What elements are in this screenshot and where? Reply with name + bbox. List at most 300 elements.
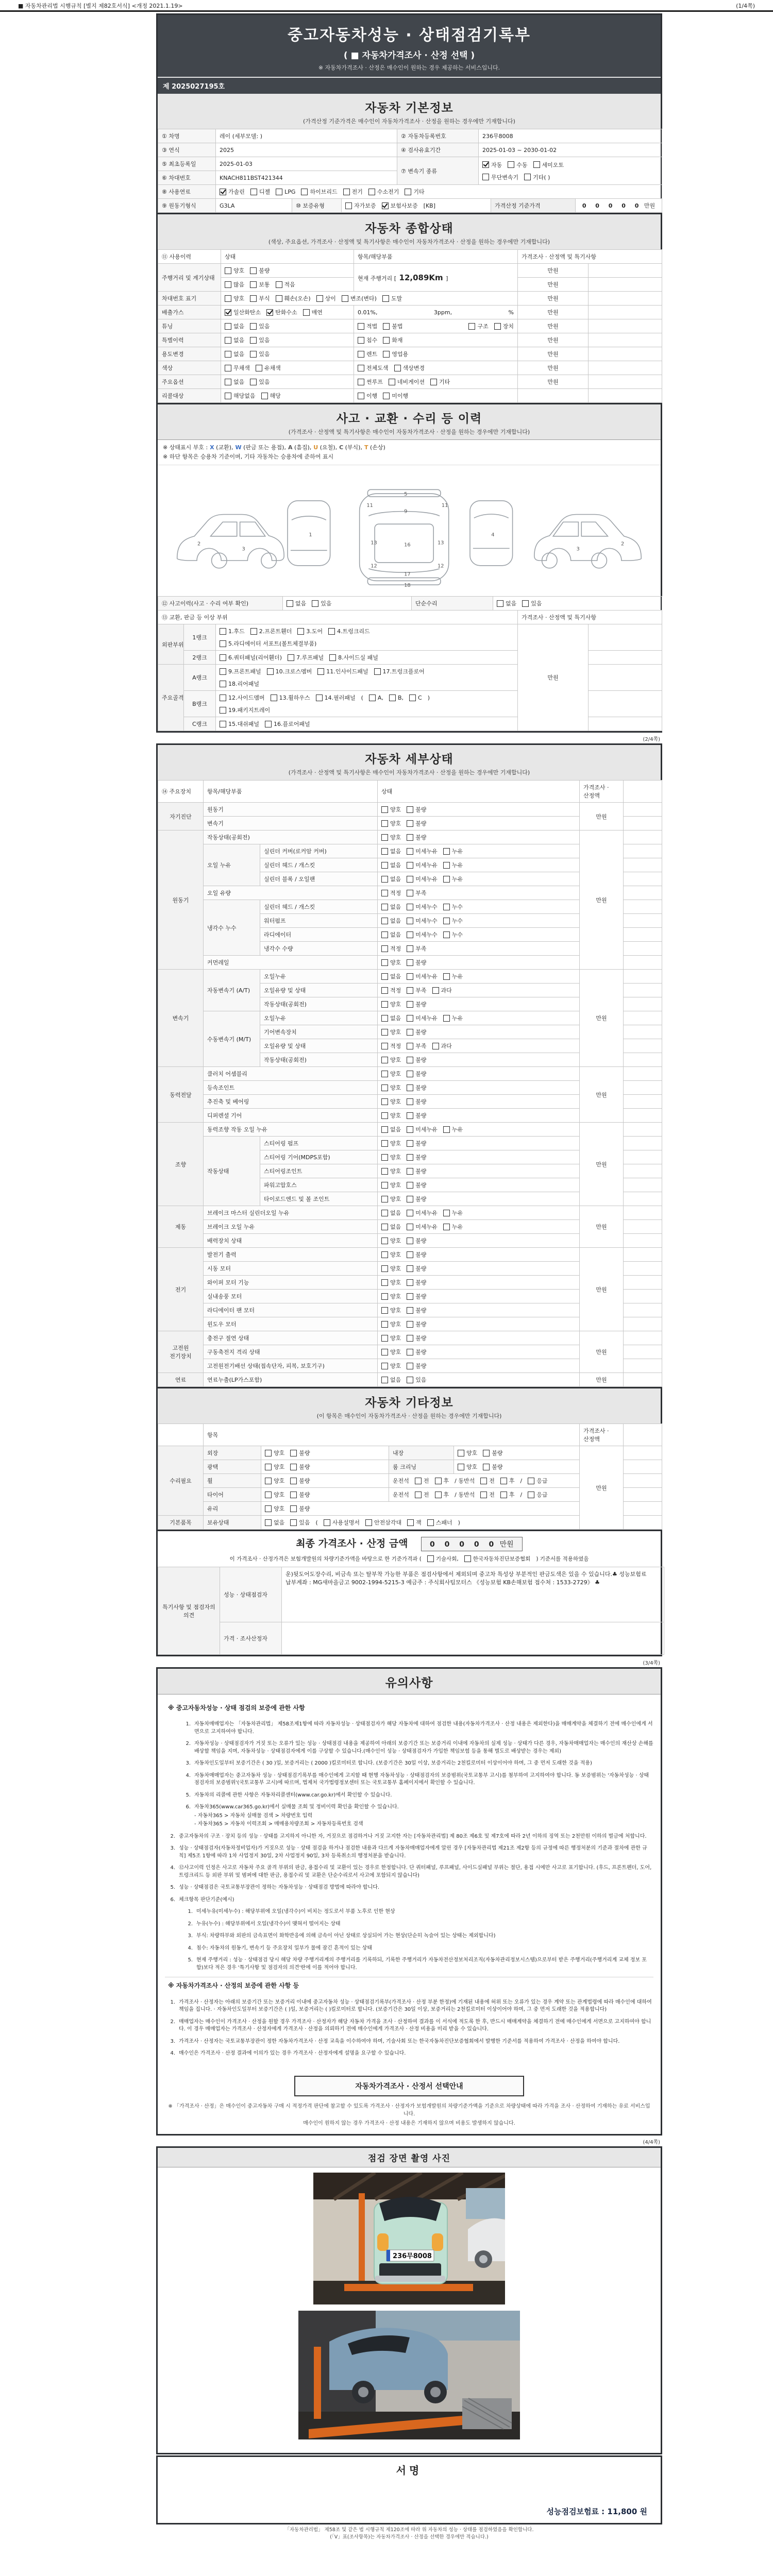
checkbox-icon[interactable] xyxy=(427,1519,434,1526)
checkbox-option[interactable] xyxy=(345,201,376,210)
checkbox-icon[interactable] xyxy=(220,628,226,635)
checkbox-option[interactable] xyxy=(267,667,312,675)
checkbox-option[interactable] xyxy=(443,875,463,883)
checkbox-option[interactable] xyxy=(250,336,270,344)
checkbox-icon[interactable] xyxy=(225,351,231,358)
checkbox-icon[interactable] xyxy=(225,323,231,330)
checkbox-option[interactable] xyxy=(225,378,244,386)
checkbox-icon[interactable] xyxy=(381,1084,388,1091)
checkbox-icon[interactable] xyxy=(381,1196,388,1202)
checkbox-option[interactable] xyxy=(381,1264,401,1273)
checkbox-option[interactable] xyxy=(316,693,356,702)
checkbox-option[interactable] xyxy=(381,1250,401,1259)
checkbox-option[interactable] xyxy=(220,653,282,662)
checkbox-option[interactable] xyxy=(407,930,438,939)
checkbox-icon[interactable] xyxy=(407,1015,413,1022)
checkbox-option[interactable] xyxy=(405,188,424,196)
checkbox-option[interactable] xyxy=(324,1518,360,1527)
checkbox-option[interactable] xyxy=(250,294,270,302)
checkbox-icon[interactable] xyxy=(407,1084,413,1091)
checkbox-icon[interactable] xyxy=(480,1492,487,1498)
checkbox-option[interactable] xyxy=(381,1070,401,1078)
checkbox-icon[interactable] xyxy=(250,337,257,344)
checkbox-option[interactable] xyxy=(443,1125,463,1133)
checkbox-icon[interactable] xyxy=(381,834,388,841)
checkbox-icon[interactable] xyxy=(443,931,450,938)
checkbox-option[interactable] xyxy=(443,972,463,980)
checkbox-option[interactable] xyxy=(381,1014,401,1022)
checkbox-option[interactable] xyxy=(464,1555,531,1563)
checkbox-icon[interactable] xyxy=(407,1029,413,1036)
checkbox-option[interactable] xyxy=(381,1209,401,1217)
checkbox-icon[interactable] xyxy=(381,1307,388,1314)
checkbox-icon[interactable] xyxy=(381,1238,388,1244)
checkbox-option[interactable] xyxy=(290,1504,310,1513)
checkbox-icon[interactable] xyxy=(220,707,226,714)
checkbox-icon[interactable] xyxy=(381,1154,388,1161)
checkbox-icon[interactable] xyxy=(383,323,390,330)
checkbox-icon[interactable] xyxy=(369,694,376,701)
checkbox-icon[interactable] xyxy=(389,694,396,701)
checkbox-option[interactable] xyxy=(358,336,377,344)
checkbox-option[interactable] xyxy=(381,1334,401,1342)
checkbox-option[interactable] xyxy=(415,1490,429,1499)
checkbox-icon[interactable] xyxy=(407,834,413,841)
checkbox-option[interactable] xyxy=(381,1028,401,1036)
checkbox-icon[interactable] xyxy=(407,1098,413,1105)
checkbox-option[interactable] xyxy=(483,1449,502,1457)
checkbox-option[interactable] xyxy=(358,322,377,330)
checkbox-option[interactable] xyxy=(220,680,259,688)
checkbox-option[interactable] xyxy=(443,1014,463,1022)
checkbox-icon[interactable] xyxy=(394,365,401,371)
checkbox-option[interactable] xyxy=(497,599,516,607)
checkbox-icon[interactable] xyxy=(265,1478,272,1484)
checkbox-icon[interactable] xyxy=(261,393,268,399)
checkbox-option[interactable] xyxy=(407,889,426,897)
checkbox-option[interactable] xyxy=(407,805,426,814)
checkbox-option[interactable] xyxy=(443,1209,463,1217)
checkbox-icon[interactable] xyxy=(290,1492,297,1498)
checkbox-option[interactable] xyxy=(225,266,244,275)
checkbox-icon[interactable] xyxy=(407,1293,413,1300)
checkbox-icon[interactable] xyxy=(250,628,257,635)
checkbox-icon[interactable] xyxy=(374,668,381,675)
checkbox-option[interactable] xyxy=(407,1292,426,1300)
checkbox-icon[interactable] xyxy=(381,1349,388,1355)
checkbox-icon[interactable] xyxy=(381,1335,388,1342)
checkbox-option[interactable] xyxy=(225,392,256,400)
checkbox-icon[interactable] xyxy=(290,1450,297,1456)
checkbox-option[interactable] xyxy=(225,308,261,316)
checkbox-option[interactable] xyxy=(407,1181,426,1189)
checkbox-option[interactable] xyxy=(381,1348,401,1356)
checkbox-option[interactable] xyxy=(407,861,438,869)
checkbox-icon[interactable] xyxy=(368,189,375,195)
checkbox-icon[interactable] xyxy=(381,1098,388,1105)
checkbox-icon[interactable] xyxy=(405,189,411,195)
checkbox-icon[interactable] xyxy=(430,379,437,385)
checkbox-icon[interactable] xyxy=(407,1377,413,1383)
checkbox-icon[interactable] xyxy=(265,1464,272,1470)
checkbox-icon[interactable] xyxy=(381,862,388,869)
checkbox-icon[interactable] xyxy=(508,161,514,168)
checkbox-icon[interactable] xyxy=(256,365,262,371)
checkbox-option[interactable] xyxy=(407,1236,426,1245)
checkbox-option[interactable] xyxy=(382,201,418,210)
checkbox-icon[interactable] xyxy=(458,1464,464,1470)
checkbox-icon[interactable] xyxy=(381,876,388,883)
checkbox-option[interactable] xyxy=(250,188,270,196)
checkbox-option[interactable] xyxy=(407,1070,426,1078)
checkbox-icon[interactable] xyxy=(381,1279,388,1286)
checkbox-icon[interactable] xyxy=(407,945,413,952)
checkbox-option[interactable] xyxy=(312,599,331,607)
checkbox-icon[interactable] xyxy=(427,1555,434,1562)
checkbox-icon[interactable] xyxy=(443,1126,450,1133)
checkbox-icon[interactable] xyxy=(381,945,388,952)
checkbox-option[interactable] xyxy=(389,378,425,386)
checkbox-icon[interactable] xyxy=(432,987,439,994)
checkbox-icon[interactable] xyxy=(407,1043,413,1049)
checkbox-icon[interactable] xyxy=(220,721,226,727)
checkbox-option[interactable] xyxy=(288,653,324,662)
checkbox-option[interactable] xyxy=(407,944,426,953)
checkbox-option[interactable] xyxy=(220,667,261,675)
checkbox-option[interactable] xyxy=(407,986,426,994)
checkbox-option[interactable] xyxy=(381,1292,401,1300)
checkbox-checked-icon[interactable] xyxy=(482,161,489,168)
checkbox-icon[interactable] xyxy=(358,323,364,330)
checkbox-option[interactable] xyxy=(407,1056,426,1064)
checkbox-icon[interactable] xyxy=(381,904,388,910)
checkbox-option[interactable] xyxy=(250,266,270,275)
checkbox-option[interactable] xyxy=(443,930,463,939)
checkbox-option[interactable] xyxy=(381,1056,401,1064)
checkbox-option[interactable] xyxy=(265,720,310,728)
checkbox-option[interactable] xyxy=(483,1463,502,1471)
checkbox-option[interactable] xyxy=(381,917,401,925)
checkbox-option[interactable] xyxy=(381,944,401,953)
checkbox-option[interactable] xyxy=(265,1477,284,1485)
checkbox-icon[interactable] xyxy=(522,600,529,607)
checkbox-option[interactable] xyxy=(383,392,408,400)
checkbox-icon[interactable] xyxy=(290,1519,297,1526)
checkbox-icon[interactable] xyxy=(290,1478,297,1484)
checkbox-icon[interactable] xyxy=(407,904,413,910)
checkbox-icon[interactable] xyxy=(287,600,293,607)
checkbox-option[interactable] xyxy=(358,392,377,400)
checkbox-option[interactable] xyxy=(407,1362,426,1370)
checkbox-option[interactable] xyxy=(317,667,368,675)
checkbox-option[interactable] xyxy=(365,1518,401,1527)
checkbox-icon[interactable] xyxy=(290,1505,297,1512)
checkbox-icon[interactable] xyxy=(312,600,318,607)
checkbox-option[interactable] xyxy=(407,1153,426,1161)
checkbox-icon[interactable] xyxy=(407,890,413,896)
checkbox-option[interactable] xyxy=(329,653,378,662)
checkbox-icon[interactable] xyxy=(407,1182,413,1189)
checkbox-option[interactable] xyxy=(407,972,438,980)
checkbox-option[interactable] xyxy=(389,694,404,701)
checkbox-option[interactable] xyxy=(381,1195,401,1203)
checkbox-option[interactable] xyxy=(225,294,244,302)
checkbox-icon[interactable] xyxy=(271,694,277,701)
checkbox-icon[interactable] xyxy=(500,1478,507,1484)
checkbox-option[interactable] xyxy=(265,1504,284,1513)
checkbox-checked-icon[interactable] xyxy=(382,202,389,209)
checkbox-option[interactable] xyxy=(381,986,401,994)
checkbox-option[interactable] xyxy=(381,958,401,967)
checkbox-option[interactable] xyxy=(358,378,383,386)
checkbox-icon[interactable] xyxy=(381,1071,388,1077)
checkbox-option[interactable] xyxy=(381,1167,401,1175)
checkbox-icon[interactable] xyxy=(381,1224,388,1230)
checkbox-option[interactable] xyxy=(407,1014,438,1022)
checkbox-icon[interactable] xyxy=(342,295,348,302)
checkbox-option[interactable] xyxy=(290,1490,310,1499)
checkbox-icon[interactable] xyxy=(317,668,324,675)
checkbox-option[interactable] xyxy=(381,903,401,911)
checkbox-icon[interactable] xyxy=(225,379,231,385)
checkbox-option[interactable] xyxy=(301,188,337,196)
checkbox-option[interactable] xyxy=(220,693,265,702)
checkbox-icon[interactable] xyxy=(276,281,282,288)
checkbox-icon[interactable] xyxy=(407,1335,413,1342)
checkbox-option[interactable] xyxy=(407,1209,438,1217)
checkbox-icon[interactable] xyxy=(220,640,226,647)
checkbox-option[interactable] xyxy=(407,1348,426,1356)
checkbox-option[interactable] xyxy=(427,1518,452,1527)
checkbox-icon[interactable] xyxy=(250,351,257,358)
checkbox-option[interactable] xyxy=(381,1111,401,1120)
checkbox-option[interactable] xyxy=(381,1153,401,1161)
checkbox-option[interactable] xyxy=(407,847,438,855)
checkbox-icon[interactable] xyxy=(443,1210,450,1216)
checkbox-icon[interactable] xyxy=(250,267,257,274)
checkbox-option[interactable] xyxy=(368,188,399,196)
checkbox-icon[interactable] xyxy=(407,1349,413,1355)
checkbox-option[interactable] xyxy=(220,627,245,635)
checkbox-icon[interactable] xyxy=(225,267,231,274)
checkbox-option[interactable] xyxy=(407,1223,438,1231)
checkbox-option[interactable] xyxy=(220,720,259,728)
checkbox-option[interactable] xyxy=(383,350,408,358)
checkbox-option[interactable] xyxy=(220,188,245,196)
checkbox-option[interactable] xyxy=(265,1449,284,1457)
checkbox-icon[interactable] xyxy=(435,1478,442,1484)
checkbox-icon[interactable] xyxy=(381,1265,388,1272)
checkbox-icon[interactable] xyxy=(407,918,413,924)
checkbox-icon[interactable] xyxy=(381,890,388,896)
checkbox-option[interactable] xyxy=(407,1518,422,1527)
checkbox-option[interactable] xyxy=(381,861,401,869)
checkbox-icon[interactable] xyxy=(524,174,531,180)
checkbox-icon[interactable] xyxy=(301,189,308,195)
checkbox-icon[interactable] xyxy=(358,351,364,358)
checkbox-option[interactable] xyxy=(297,627,323,635)
checkbox-icon[interactable] xyxy=(497,600,503,607)
checkbox-option[interactable] xyxy=(261,392,281,400)
checkbox-icon[interactable] xyxy=(381,1140,388,1147)
checkbox-icon[interactable] xyxy=(407,1307,413,1314)
checkbox-icon[interactable] xyxy=(267,668,274,675)
checkbox-option[interactable] xyxy=(432,986,452,994)
checkbox-option[interactable] xyxy=(407,1139,426,1147)
checkbox-option[interactable] xyxy=(432,1042,452,1050)
checkbox-option[interactable] xyxy=(381,1181,401,1189)
checkbox-option[interactable] xyxy=(287,599,306,607)
checkbox-icon[interactable] xyxy=(407,1321,413,1328)
checkbox-icon[interactable] xyxy=(407,1196,413,1202)
checkbox-icon[interactable] xyxy=(407,1251,413,1258)
checkbox-option[interactable] xyxy=(381,1083,401,1092)
checkbox-icon[interactable] xyxy=(483,1464,490,1470)
checkbox-icon[interactable] xyxy=(407,820,413,827)
checkbox-option[interactable] xyxy=(407,875,438,883)
checkbox-option[interactable] xyxy=(443,861,463,869)
checkbox-icon[interactable] xyxy=(382,295,389,302)
checkbox-icon[interactable] xyxy=(409,694,416,701)
checkbox-option[interactable] xyxy=(250,378,270,386)
checkbox-option[interactable] xyxy=(265,1490,284,1499)
checkbox-icon[interactable] xyxy=(464,1555,471,1562)
checkbox-option[interactable] xyxy=(381,1376,401,1384)
checkbox-icon[interactable] xyxy=(225,337,231,344)
checkbox-icon[interactable] xyxy=(276,295,282,302)
checkbox-icon[interactable] xyxy=(381,987,388,994)
checkbox-icon[interactable] xyxy=(250,281,257,288)
checkbox-option[interactable] xyxy=(381,889,401,897)
checkbox-icon[interactable] xyxy=(288,654,294,661)
checkbox-checked-icon[interactable] xyxy=(225,309,231,316)
checkbox-icon[interactable] xyxy=(381,848,388,855)
checkbox-icon[interactable] xyxy=(494,323,501,330)
checkbox-icon[interactable] xyxy=(480,1478,487,1484)
checkbox-icon[interactable] xyxy=(415,1478,422,1484)
checkbox-option[interactable] xyxy=(382,294,402,302)
checkbox-icon[interactable] xyxy=(407,1265,413,1272)
checkbox-icon[interactable] xyxy=(225,365,231,371)
checkbox-icon[interactable] xyxy=(407,1126,413,1133)
checkbox-option[interactable] xyxy=(381,805,401,814)
checkbox-option[interactable] xyxy=(407,1125,438,1133)
checkbox-icon[interactable] xyxy=(381,1126,388,1133)
checkbox-icon[interactable] xyxy=(443,918,450,924)
checkbox-option[interactable] xyxy=(381,847,401,855)
checkbox-option[interactable] xyxy=(528,1477,547,1485)
checkbox-icon[interactable] xyxy=(220,681,226,687)
checkbox-icon[interactable] xyxy=(407,1140,413,1147)
checkbox-option[interactable] xyxy=(443,917,463,925)
checkbox-option[interactable] xyxy=(381,1320,401,1328)
checkbox-option[interactable] xyxy=(407,958,426,967)
checkbox-option[interactable] xyxy=(500,1490,515,1499)
checkbox-option[interactable] xyxy=(407,1083,426,1092)
checkbox-icon[interactable] xyxy=(358,393,364,399)
checkbox-option[interactable] xyxy=(482,173,518,181)
checkbox-icon[interactable] xyxy=(381,806,388,813)
checkbox-icon[interactable] xyxy=(381,1210,388,1216)
checkbox-icon[interactable] xyxy=(250,379,257,385)
checkbox-icon[interactable] xyxy=(225,295,231,302)
checkbox-option[interactable] xyxy=(250,280,270,289)
checkbox-icon[interactable] xyxy=(381,973,388,980)
checkbox-icon[interactable] xyxy=(407,987,413,994)
checkbox-icon[interactable] xyxy=(328,628,335,635)
checkbox-option[interactable] xyxy=(290,1518,310,1527)
checkbox-option[interactable] xyxy=(500,1477,515,1485)
checkbox-icon[interactable] xyxy=(250,189,257,195)
checkbox-icon[interactable] xyxy=(407,862,413,869)
checkbox-icon[interactable] xyxy=(381,1043,388,1049)
checkbox-option[interactable] xyxy=(250,322,270,330)
checkbox-icon[interactable] xyxy=(443,862,450,869)
checkbox-icon[interactable] xyxy=(343,189,350,195)
checkbox-icon[interactable] xyxy=(220,668,226,675)
checkbox-option[interactable] xyxy=(276,280,295,289)
checkbox-icon[interactable] xyxy=(381,820,388,827)
checkbox-icon[interactable] xyxy=(381,1057,388,1063)
checkbox-icon[interactable] xyxy=(316,295,323,302)
checkbox-option[interactable] xyxy=(256,364,281,372)
checkbox-icon[interactable] xyxy=(407,806,413,813)
checkbox-option[interactable] xyxy=(407,1097,426,1106)
checkbox-option[interactable] xyxy=(407,917,438,925)
checkbox-option[interactable] xyxy=(394,364,425,372)
checkbox-option[interactable] xyxy=(290,1463,310,1471)
checkbox-option[interactable] xyxy=(443,903,463,911)
checkbox-option[interactable] xyxy=(407,1278,426,1286)
checkbox-option[interactable] xyxy=(407,1264,426,1273)
checkbox-option[interactable] xyxy=(494,322,514,330)
checkbox-option[interactable] xyxy=(381,1042,401,1050)
checkbox-option[interactable] xyxy=(430,378,450,386)
checkbox-icon[interactable] xyxy=(265,1492,272,1498)
checkbox-option[interactable] xyxy=(407,1306,426,1314)
checkbox-option[interactable] xyxy=(369,694,383,701)
checkbox-icon[interactable] xyxy=(265,1505,272,1512)
checkbox-option[interactable] xyxy=(381,930,401,939)
checkbox-icon[interactable] xyxy=(407,1210,413,1216)
checkbox-option[interactable] xyxy=(409,694,422,701)
checkbox-option[interactable] xyxy=(266,308,297,316)
checkbox-option[interactable] xyxy=(225,336,244,344)
checkbox-option[interactable] xyxy=(290,1477,310,1485)
checkbox-icon[interactable] xyxy=(443,1015,450,1022)
checkbox-option[interactable] xyxy=(533,161,564,169)
checkbox-icon[interactable] xyxy=(297,628,304,635)
checkbox-option[interactable] xyxy=(276,294,311,302)
checkbox-option[interactable] xyxy=(225,364,250,372)
checkbox-icon[interactable] xyxy=(533,161,540,168)
checkbox-icon[interactable] xyxy=(500,1492,507,1498)
checkbox-icon[interactable] xyxy=(407,1238,413,1244)
checkbox-icon[interactable] xyxy=(458,1450,464,1456)
checkbox-option[interactable] xyxy=(220,639,316,648)
checkbox-icon[interactable] xyxy=(265,1519,272,1526)
checkbox-option[interactable] xyxy=(524,173,550,181)
checkbox-option[interactable] xyxy=(276,189,295,195)
checkbox-option[interactable] xyxy=(407,1320,426,1328)
checkbox-icon[interactable] xyxy=(443,848,450,855)
checkbox-option[interactable] xyxy=(381,833,401,841)
checkbox-icon[interactable] xyxy=(220,654,226,661)
checkbox-icon[interactable] xyxy=(407,1363,413,1369)
checkbox-icon[interactable] xyxy=(407,1154,413,1161)
checkbox-icon[interactable] xyxy=(435,1492,442,1498)
checkbox-option[interactable] xyxy=(407,1000,426,1008)
